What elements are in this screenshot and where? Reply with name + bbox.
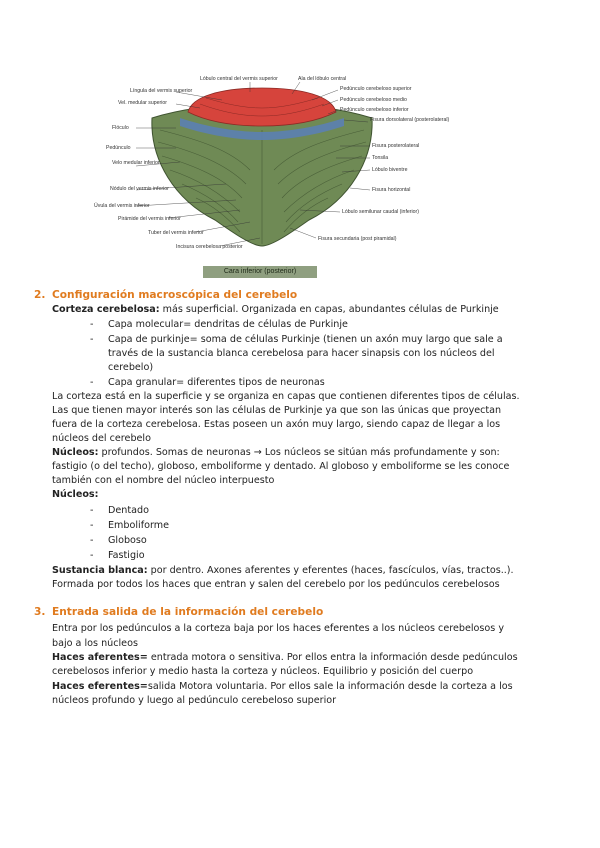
figure-caption: Cara inferior (posterior) [203,266,317,278]
nucleos-label: Núcleos: [52,447,99,458]
nucleo-globoso-text: Globoso [108,535,147,546]
label-velo-inferior: Velo medular inferior [112,160,160,166]
capa-purkinje: - Capa de purkinje= soma de células Purkinje (tienen un axón muy largo que sale a [90,334,503,345]
label-lobulo-biventre: Lóbulo biventre [372,167,408,173]
section-2-title: Configuración macroscópica del cerebelo [52,289,298,301]
nucleo-emboliforme-text: Emboliforme [108,520,169,531]
label-fisura-dorsolateral: Fisura dorsolateral (posterolateral) [370,117,450,123]
label-uvula: Úvula del vermis inferior [94,203,150,209]
nucleos-heading-text: Núcleos: [52,489,99,500]
para1-line-2: Las que tienen mayor interés son las células de Purkinje ya que son las únicas que proyectan [52,405,502,416]
aferentes-text: entrada motora o sensitiva. Por ellos entra la información desde pedúnculos [147,652,518,663]
eferentes-line-2: núcleos profundo y luego al pedúnculo cerebeloso superior [52,695,337,706]
nucleo-emboliforme: - Emboliforme [90,520,169,531]
label-tuber: Tuber del vermis inferior [148,230,204,236]
label-fisura-posterolateral: Fisura posterolateral [372,143,420,149]
aferentes-label: Haces aferentes= [52,652,148,663]
label-ped-inferior: Pedúnculo cerebeloso inferior [340,107,409,113]
para1-line-1: La corteza está en la superficie y se organiza en capas que contienen diferentes tipos de células. [52,391,520,402]
corteza-text: más superficial. Organizada en capas, abundantes células de Purkinje [159,304,499,315]
capa-granular: - Capa granular= diferentes tipos de neuronas [90,377,325,388]
nucleo-fastigio-text: Fastigio [108,550,145,561]
label-fisura-secundaria: Fisura secundaria (post piramidal) [318,236,397,242]
section-2-number: 2. [34,289,46,301]
label-lobulo-semilunar: Lóbulo semilunar caudal (inferior) [342,209,419,215]
eferentes-line [52,680,513,693]
capa-purkinje-text: Capa de purkinje= soma de células Purkinje (tienen un axón muy largo que sale a [108,334,503,345]
intro-line-2: bajo a los núcleos [52,638,138,649]
sustancia-label: Sustancia blanca: [52,565,148,576]
nucleo-fastigio: - Fastigio [90,550,145,561]
cerebellum-illustration [0,0,600,290]
cerebellum-figure [0,0,600,290]
label-ped-medio: Pedúnculo cerebeloso medio [340,97,407,103]
label-ped-superior: Pedúnculo cerebeloso superior [340,86,412,92]
corteza-line [52,303,499,316]
para1-line-3: fuera de la corteza cerebelosa. Estas poseen un axón muy largo, siendo capaz de llegar a los [52,419,501,430]
para1-line-4: núcleos del cerebelo [52,433,151,444]
label-pedunculo: Pedúnculo [106,145,131,151]
section-2-heading [34,289,297,301]
sustancia-text: por dentro. Axones aferentes y eferentes (haces, fascículos, vías, tractos..). [147,565,514,576]
nucleos-heading [52,488,98,501]
intro-line-1: Entra por los pedúnculos a la corteza baja por los haces eferentes a los núcleos cerebelosos y [52,623,504,634]
label-tonsila: Tonsila [372,155,389,161]
section-3-heading [34,606,323,618]
label-incisura: Incisura cerebelosa posterior [176,244,243,250]
corteza-label: Corteza cerebelosa: [52,304,160,315]
nucleo-dentado: - Dentado [90,505,149,516]
label-ala-lobulo: Ala del lóbulo central [298,76,347,82]
nucleo-globoso: - Globoso [90,535,147,546]
label-fisura-horizontal: Fisura horizontal [372,187,411,193]
sustancia-line [52,564,514,577]
capa-molecular: - Capa molecular= dendritas de células de Purkinje [90,319,348,330]
label-floculo: Flóculo [112,125,129,131]
label-lingula: Língula del vermis superior [130,88,193,94]
label-piramide: Pirámide del vermis inferior [118,216,181,222]
nucleos-line-2: fastigio (o del techo), globoso, emboliforme y dentado. Al globoso y emboliforme se les conoce [52,461,510,472]
capa-purkinje-cont-1: través de la sustancia blanca cerebelosa para hacer sinapsis con los núcleos del [108,348,495,359]
capa-molecular-text: Capa molecular= dendritas de células de Purkinje [108,319,348,330]
nucleos-text: profundos. Somas de neuronas → Los núcleos se sitúan más profundamente y son: [98,447,500,458]
capa-purkinje-cont-2: cerebelo) [108,362,154,373]
aferentes-line-2: cerebelosos inferior y medio hasta la corteza y núcleos. Equilibrio y posición del cuerpo [52,666,474,677]
section-3-title: Entrada salida de la información del cerebelo [52,606,324,618]
red-superior-vermis [188,88,336,126]
nucleos-line-3: también con el nombre del núcleo interpuesto [52,475,275,486]
section-3-number: 3. [34,606,46,618]
capa-granular-text: Capa granular= diferentes tipos de neuronas [108,377,325,388]
nucleos-line [52,446,500,459]
label-lobulo-central: Lóbulo central del vermis superior [200,76,278,82]
sustancia-line-2: Formada por todos los haces que entran y salen del cerebelo por los pedúnculos cerebelosos [52,579,500,590]
aferentes-line [52,651,518,664]
nucleo-dentado-text: Dentado [108,505,149,516]
label-velo-superior: Vel. medular superior [118,100,168,106]
eferentes-label: Haces eferentes= [52,681,148,692]
label-nodulo: Nódulo del vermis inferior [110,186,169,192]
eferentes-text: salida Motora voluntaria. Por ellos sale la información desde la corteza a los [147,681,513,692]
